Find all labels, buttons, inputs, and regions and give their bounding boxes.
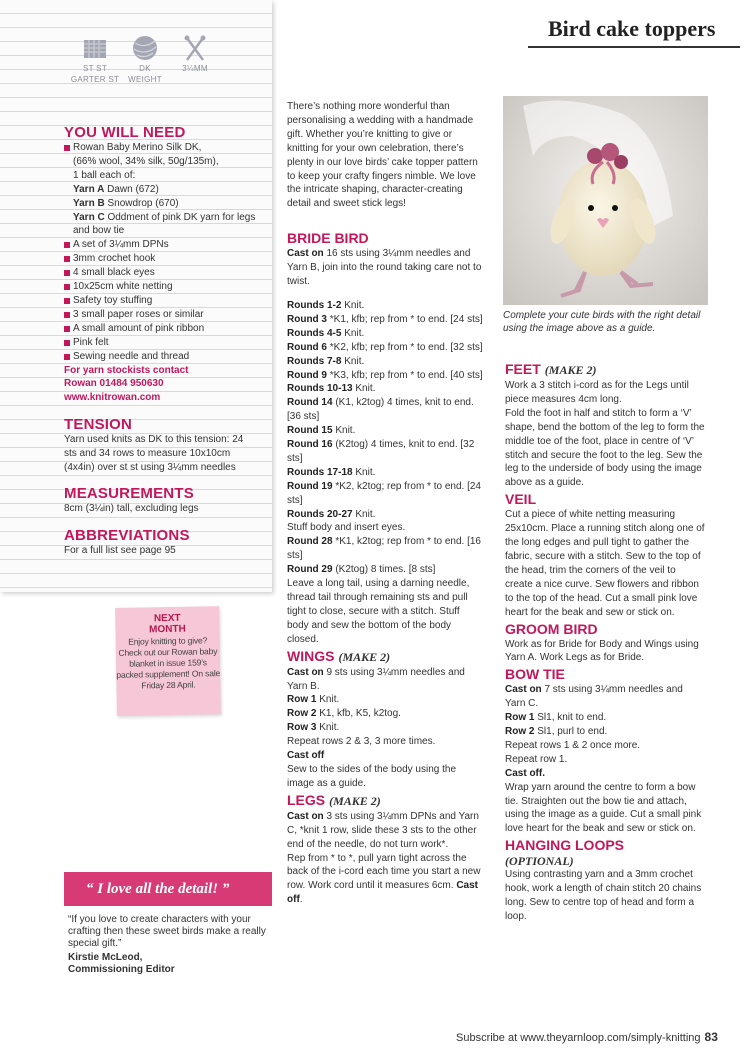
intro-text: There’s nothing more wonderful than personalising a wedding with a handmade gift. Whether you’re knitting to give or knitting for your own celebration, there’s plenty in our love birds’ cake topper pattern to keep your crafty fingers nimble. We love the intricate shaping, character-creating detail and sweet stick legs! — [287, 101, 478, 210]
row-text: Sl1, purl to end. — [537, 726, 608, 738]
stockists-line-1: For yarn stockists contact — [64, 364, 189, 376]
round-label: Rounds 4-5 — [287, 327, 342, 339]
yarn-b-text: Snowdrop (670) — [107, 197, 179, 209]
bride-cast-on — [287, 247, 483, 289]
list-item: 10x25cm white netting — [64, 280, 264, 294]
list-item: 3 small paper roses or similar — [64, 308, 264, 322]
round-text: Knit. — [344, 299, 365, 311]
you-will-need-section — [64, 124, 264, 405]
legs-heading — [287, 791, 483, 810]
next-month-note — [115, 606, 221, 716]
row-text: Knit. — [319, 722, 340, 734]
list-item: A small amount of pink ribbon — [64, 322, 264, 336]
wings-cast-on-text: 9 sts using 3¼mm needles and Yarn B. — [287, 666, 465, 692]
round-line — [287, 396, 483, 424]
bride-bird-heading: BRIDE BIRD — [287, 230, 369, 247]
round-text: *K1, k2tog; rep from * to end. [16 sts] — [287, 536, 481, 562]
abbreviations-text: For a full list see page 95 — [64, 545, 176, 556]
round-line — [287, 466, 483, 480]
round-text: Knit. — [344, 327, 365, 339]
yarn-item — [64, 141, 264, 155]
yarn-b — [64, 197, 264, 211]
measurements-heading: MEASUREMENTS — [64, 485, 194, 502]
wings-cast-on — [287, 666, 483, 694]
round-text: *K2, k2tog; rep from * to end. [24 sts] — [287, 480, 481, 506]
legs-cast-off: Cast off — [287, 880, 479, 906]
tension-heading: TENSION — [64, 416, 133, 433]
row-label: Row 3 — [287, 722, 317, 734]
row-text: Sl1, knit to end. — [537, 712, 607, 724]
spec-weight-label-2: WEIGHT — [128, 75, 162, 84]
bow-tie-cast-on-text: 7 sts using 3¼mm needles and Yarn C. — [505, 684, 683, 710]
round-label: Round 19 — [287, 480, 333, 492]
round-label: Rounds 7-8 — [287, 355, 342, 367]
legs-text: Rep from * to *, pull yarn tight across the back of the i-cord each time you start a new row. Work cord until it measures 6cm. Cast off. — [287, 852, 481, 906]
wings-finish: Sew to the sides of the body using the image as a guide. — [287, 763, 456, 789]
list-item: Safety toy stuffing — [64, 294, 264, 308]
quote-role: Commissioning Editor — [68, 964, 175, 975]
round-line — [287, 382, 483, 396]
spec-weight-label-1: DK — [139, 64, 151, 73]
materials-list — [64, 141, 264, 155]
round-text: Knit. — [335, 425, 356, 437]
round-line — [287, 299, 483, 313]
bow-tie-heading: BOW TIE — [505, 666, 565, 683]
wings-cast-on-label: Cast on — [287, 666, 324, 678]
round-label: Round 15 — [287, 425, 333, 437]
list-item: A set of 3¼mm DPNs — [64, 238, 264, 252]
round-line — [287, 369, 483, 383]
requirements-notepad — [0, 0, 272, 592]
bow-tie-finish: Wrap yarn around the centre to form a bow tie. Straighten out the bow tie and attach, using the image as a guide. Cut a small pink love heart for the beak and sew or stick on. — [505, 781, 702, 835]
yarn-swatch-icon — [80, 34, 110, 62]
photo-caption: Complete your cute birds with the right detail using the image above as a guide. — [503, 310, 701, 334]
row-label: Row 2 — [287, 708, 317, 720]
round-label: Rounds 17-18 — [287, 466, 353, 478]
feet-text: Work a 3 stitch i-cord as for the Legs until piece measures 4cm long. — [505, 380, 689, 405]
round-line — [287, 313, 483, 327]
yarn-a-text: Dawn (672) — [107, 183, 159, 195]
legs-heading-text: LEGS — [287, 791, 326, 808]
round-label: Round 29 — [287, 564, 333, 576]
bird-photo — [503, 96, 708, 305]
round-line — [287, 480, 483, 508]
quote-heading: “ I love all the detail! ” — [64, 872, 272, 906]
round-label: Rounds 10-13 — [287, 383, 353, 395]
row-label: Row 2 — [505, 726, 535, 738]
bride-bird-image — [503, 96, 708, 305]
legs-cast-on-label: Cast on — [287, 810, 324, 822]
round-label: Rounds 1-2 — [287, 299, 342, 311]
yarn-b-label: Yarn B — [73, 197, 105, 209]
wings-heading — [287, 647, 483, 666]
spec-icons — [70, 34, 230, 94]
round-text: *K2, kfb; rep from * to end. [32 sts] — [329, 341, 483, 353]
row-text: Knit. — [319, 694, 340, 706]
yarn-line-2: (66% wool, 34% silk, 50g/135m), — [73, 155, 219, 167]
round-line — [287, 355, 483, 369]
round-line — [287, 341, 483, 355]
hanging-loops-text: Using contrasting yarn and a 3mm crochet hook, work a length of chain stitch 20 chains long. Sew to centre top of head and form a loop. — [505, 869, 702, 922]
wings-cast-off-label: Cast off — [287, 750, 325, 762]
legs-text-2: Rep from * to *, pull yarn tight across the back of the i-cord each time you start a new row. Work cord until it measures 6cm. — [287, 852, 481, 892]
quote-text: “If you love to create characters with your crafting then these sweet birds make a really special gift.” — [68, 914, 266, 949]
wings-cast-off — [287, 749, 483, 763]
row-text: K1, kfb, K5, k2tog. — [319, 708, 401, 720]
feet-subheading: (MAKE 2) — [544, 363, 597, 377]
spec-needles — [170, 34, 220, 73]
round-text: Knit. — [355, 383, 376, 395]
feet-heading-text: FEET — [505, 361, 541, 377]
quote-body — [64, 906, 272, 976]
round-label: Rounds 20-27 — [287, 508, 353, 520]
spec-stitch-label-1: ST ST — [82, 64, 108, 73]
groom-bird-heading: GROOM BIRD — [505, 620, 598, 637]
hanging-loops-heading: HANGING LOOPS — [505, 837, 625, 854]
list-item: 3mm crochet hook — [64, 252, 264, 266]
footer — [456, 1030, 718, 1044]
list-item: 4 small black eyes — [64, 266, 264, 280]
yarn-line-3: 1 ball each of: — [73, 169, 136, 181]
veil-heading: VEIL — [505, 491, 537, 508]
groom-bird-text: Work as for Bride for Body and Wings using Yarn A. Work Legs as for Bride. — [505, 638, 699, 664]
veil-text: Cut a piece of white netting measuring 25x10cm. Place a running stitch along one of the long edges and pull tight to gather the fabric, secure with a stitch. Sew to the top of the head, trim the corners of the veil to create a nice curve. Sew flowers and ribbon to the top of the head. Cut a small pink love heart for the beak and sew or stick on. — [505, 509, 705, 618]
spec-stitch-label-2: GARTER ST — [70, 75, 120, 84]
row-line — [505, 725, 705, 739]
materials-list-rest — [64, 238, 264, 363]
wings-subheading: (MAKE 2) — [338, 649, 391, 664]
round-line — [287, 438, 483, 466]
bow-tie-row1: Repeat row 1. — [505, 753, 568, 765]
round-line — [287, 424, 483, 438]
spec-needles-label: 3¼MM — [182, 64, 208, 73]
stockists-line-2: Rowan 01484 950630 — [64, 378, 164, 390]
bride-cast-on-label: Cast on — [287, 248, 324, 260]
round-label: Round 14 — [287, 397, 333, 409]
measurements-text: 8cm (3¼in) tall, excluding legs — [64, 503, 199, 514]
legs-subheading: (MAKE 2) — [329, 793, 381, 808]
round-line — [287, 563, 483, 577]
round-label: Round 6 — [287, 341, 327, 353]
round-label: Round 9 — [287, 369, 327, 381]
round-text: (K2tog) 4 times, knit to end. [32 sts] — [287, 439, 475, 464]
round-text: Knit. — [355, 508, 376, 520]
feet-text-2: Fold the foot in half and stitch to form a ‘V’ shape, bend the bottom of the leg to form the middle toe of the foot, place in centre of ‘V’ stitch and secure the foot to the leg. Sew the leg to the underside of body using the image above as a guide. — [505, 407, 705, 489]
legs-cast-on-text: 3 sts using 3¼mm DPNs and Yarn C, *knit 1 row, slide these 3 sts to the other end of the needle, do not turn work*. — [287, 810, 479, 850]
wings-heading-text: WINGS — [287, 647, 335, 664]
abbreviations-section — [64, 527, 264, 558]
spec-weight — [120, 34, 170, 84]
measurements-section — [64, 485, 264, 516]
bow-tie-cast-on — [505, 683, 705, 711]
legs-cast-on — [287, 810, 483, 852]
spec-stitch — [70, 34, 120, 84]
tension-text: Yarn used knits as DK to this tension: 24 sts and 34 rows to measure 10x10cm (4x4in) over st st using 3¼mm needles — [64, 434, 244, 473]
yarn-c — [64, 211, 264, 239]
tension-section — [64, 416, 244, 475]
row-label: Row 1 — [287, 694, 317, 706]
you-will-need-heading: YOU WILL NEED — [64, 124, 186, 141]
bow-tie-cast-on-label: Cast on — [505, 684, 542, 696]
knitting-needles-icon — [180, 34, 210, 62]
next-month-heading-2: MONTH — [149, 623, 186, 636]
yarn-ball-icon — [130, 34, 160, 62]
next-month-heading-1: NEXT — [153, 612, 181, 625]
page-number: 83 — [704, 1030, 718, 1044]
round-line — [287, 535, 483, 563]
abbreviations-heading: ABBREVIATIONS — [64, 527, 190, 544]
round-label: Round 16 — [287, 439, 333, 451]
round-text: *K1, kfb; rep from * to end. [24 sts] — [329, 313, 483, 325]
round-label: Round 28 — [287, 536, 333, 548]
round-text: (K2tog) 8 times. [8 sts] — [335, 564, 436, 576]
editor-quote — [64, 872, 272, 1022]
round-text: Knit. — [344, 355, 365, 367]
right-column — [505, 360, 705, 924]
bride-cast-on-text: 16 sts using 3¼mm needles and Yarn B, join into the round taking care not to twist. — [287, 248, 482, 288]
yarn-a — [64, 183, 264, 197]
yarn-c-label: Yarn C — [73, 211, 105, 223]
row-label: Row 1 — [505, 712, 535, 724]
row-line — [505, 711, 705, 725]
stockists-line-3: www.knitrowan.com — [64, 392, 161, 404]
list-item: Sewing needle and thread — [64, 350, 264, 364]
yarn-c-text: Oddment of pink DK yarn for legs and bow tie — [73, 211, 256, 237]
bow-tie-cast-off-label: Cast off. — [505, 767, 545, 779]
feet-heading — [505, 360, 705, 379]
yarn-a-label: Yarn A — [73, 183, 105, 195]
bow-tie-cast-off — [505, 767, 705, 781]
stuff-line: Stuff body and insert eyes. — [287, 522, 406, 534]
round-text: (K1, k2tog) 4 times, knit to end. [36 sts] — [287, 397, 474, 423]
middle-column — [287, 100, 483, 907]
round-text: *K3, kfb; rep from * to end. [40 sts] — [329, 369, 483, 381]
row-line — [287, 693, 483, 707]
round-line — [287, 508, 483, 522]
round-text: Knit. — [355, 466, 376, 478]
round-line — [287, 327, 483, 341]
list-item: Pink felt — [64, 336, 264, 350]
yarn-line-1: Rowan Baby Merino Silk DK, — [73, 142, 202, 153]
bride-closing: Leave a long tail, using a darning needle, thread tail through remaining sts and pull tight to close, secure with a stitch. Stuff body and sew the bottom of the body closed. — [287, 578, 470, 645]
row-line — [287, 707, 483, 721]
next-month-text: Enjoy knitting to give? Check out our Rowan baby blanket in issue 159’s packed supplement! On sale Friday 28 April. — [116, 635, 221, 691]
row-line — [287, 721, 483, 735]
subscribe-link[interactable]: Subscribe at www.theyarnloop.com/simply-knitting — [456, 1032, 701, 1044]
page-title: Bird cake toppers — [548, 16, 716, 41]
round-label: Round 3 — [287, 313, 327, 325]
quote-name: Kirstie McLeod, — [68, 952, 143, 963]
hanging-loops-subheading: (OPTIONAL) — [505, 854, 574, 869]
title-rule — [528, 46, 740, 48]
bow-tie-repeat: Repeat rows 1 & 2 once more. — [505, 739, 641, 751]
wings-repeat: Repeat rows 2 & 3, 3 more times. — [287, 736, 436, 748]
